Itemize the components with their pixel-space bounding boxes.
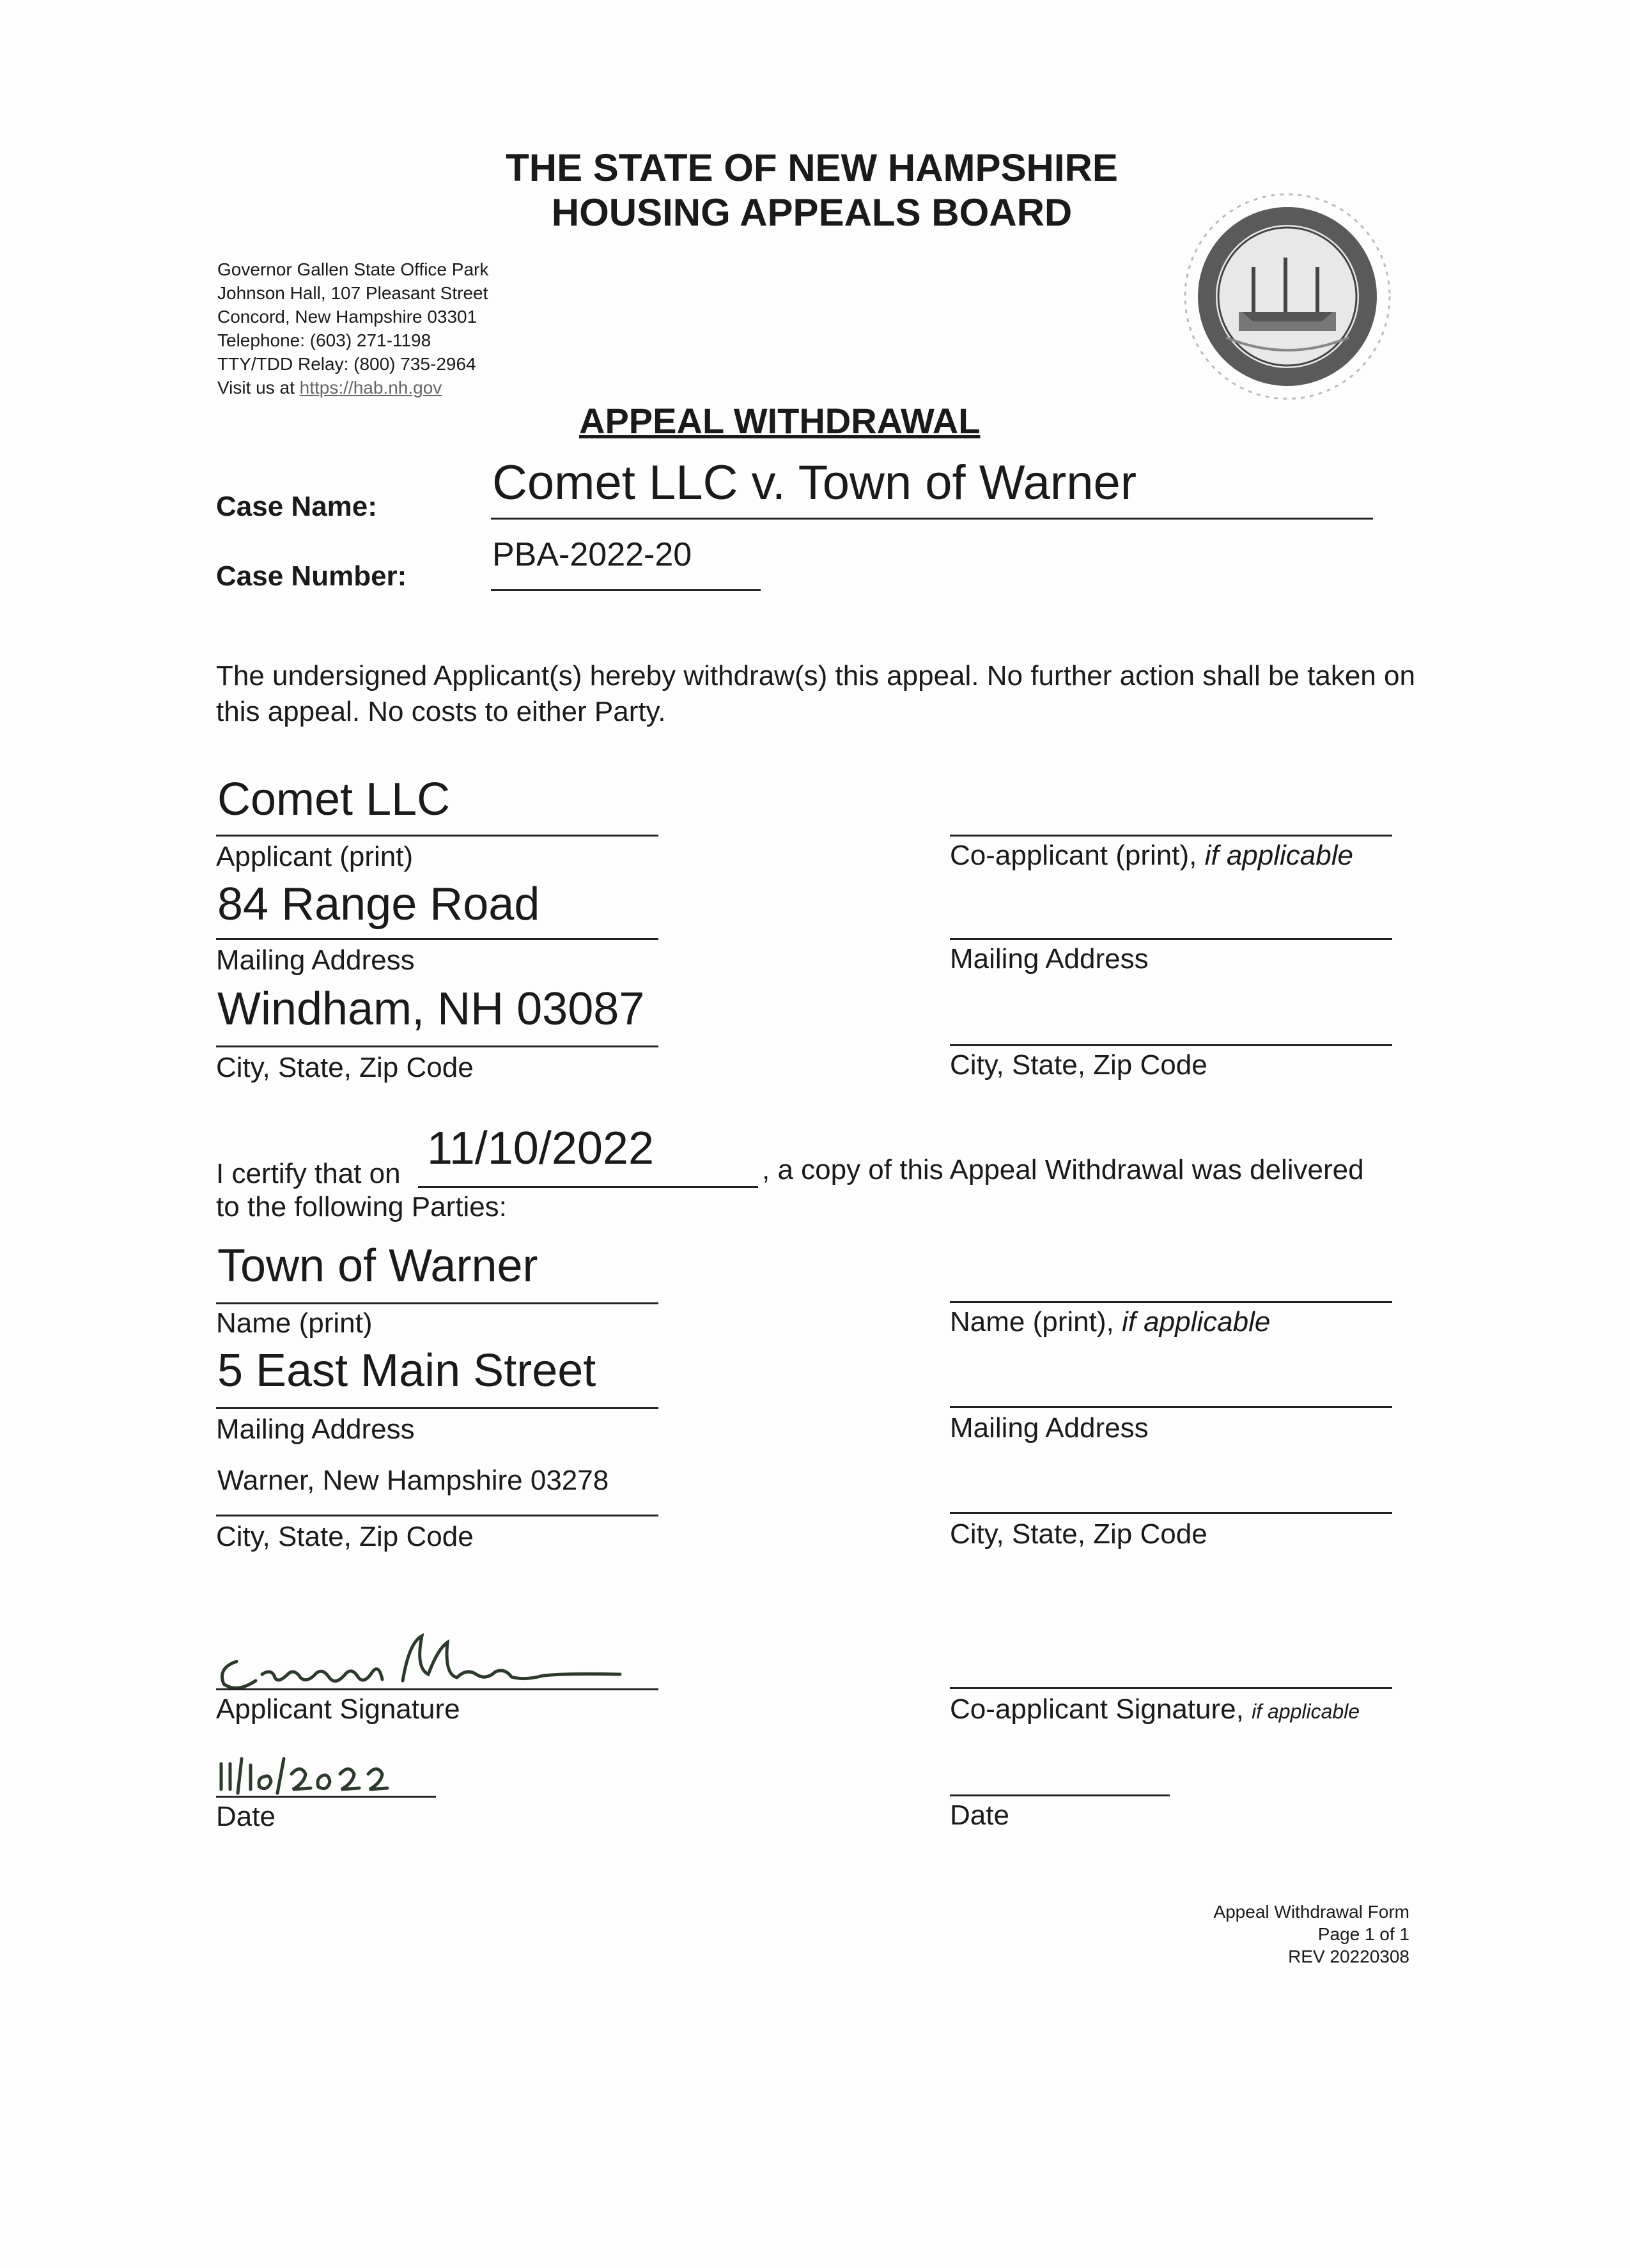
- party-address-line: [216, 1407, 658, 1409]
- party-address-value: 5 East Main Street: [217, 1345, 596, 1396]
- case-name-line: [491, 518, 1373, 520]
- coapplicant-signature-line: [950, 1687, 1392, 1689]
- party2-address-label: Mailing Address: [950, 1412, 1149, 1444]
- state-seal-icon: [1181, 190, 1393, 403]
- coapplicant-city-line: [950, 1044, 1392, 1046]
- party2-city-line: [950, 1512, 1392, 1514]
- form-footer: [1213, 1901, 1409, 1968]
- footer-form-name: Appeal Withdrawal Form: [1213, 1902, 1409, 1922]
- party-address-label: Mailing Address: [216, 1414, 415, 1445]
- applicant-address-value: 84 Range Road: [217, 879, 540, 930]
- tty-line: TTY/TDD Relay: (800) 735-2964: [217, 354, 476, 374]
- telephone-line: Telephone: (603) 271-1198: [217, 330, 431, 350]
- coapplicant-date-label: Date: [950, 1800, 1009, 1831]
- party-city-value: Warner, New Hampshire 03278: [217, 1465, 609, 1496]
- address-block: [217, 258, 488, 399]
- party-city-label: City, State, Zip Code: [216, 1521, 474, 1552]
- address-line: Johnson Hall, 107 Pleasant Street: [217, 283, 488, 303]
- applicant-city-value: Windham, NH 03087: [217, 984, 645, 1035]
- case-number-line: [491, 589, 761, 591]
- certify-date-value: 11/10/2022: [427, 1123, 655, 1174]
- applicant-date-handwritten-icon: [215, 1751, 445, 1802]
- coapplicant-name-label: Co-applicant (print), if applicable: [950, 840, 1353, 871]
- party2-address-line: [950, 1406, 1392, 1408]
- applicant-signature-line: [216, 1688, 658, 1690]
- case-number-label: Case Number:: [216, 560, 407, 592]
- coapplicant-address-label: Mailing Address: [950, 943, 1149, 975]
- board-title-line1: THE STATE OF NEW HAMPSHIRE: [506, 146, 1118, 189]
- address-line: Concord, New Hampshire 03301: [217, 307, 477, 327]
- party-city-line: [216, 1515, 658, 1516]
- case-name-value: Comet LLC v. Town of Warner: [492, 456, 1137, 510]
- withdrawal-statement: The undersigned Applicant(s) hereby withdraw(s) this appeal. No further action shall be taken on this appeal. No costs to either Party.: [216, 660, 1415, 727]
- applicant-name-label: Applicant (print): [216, 841, 414, 872]
- coapplicant-date-line: [950, 1794, 1170, 1796]
- footer-page-number: Page 1 of 1: [1317, 1924, 1409, 1944]
- website-link[interactable]: https://hab.nh.gov: [299, 378, 442, 397]
- applicant-date-label: Date: [216, 1801, 276, 1832]
- coapplicant-address-line: [950, 938, 1392, 940]
- certify-suffix: , a copy of this Appeal Withdrawal was delivered: [762, 1154, 1364, 1185]
- board-title-line2: HOUSING APPEALS BOARD: [551, 191, 1073, 234]
- certify-date-line: [418, 1186, 758, 1188]
- party2-name-line: [950, 1301, 1392, 1303]
- footer-revision: REV 20220308: [1288, 1947, 1409, 1966]
- coapplicant-name-line: [950, 835, 1392, 837]
- address-line: Governor Gallen State Office Park: [217, 259, 489, 279]
- applicant-address-label: Mailing Address: [216, 945, 415, 976]
- applicant-date-line: [216, 1796, 436, 1798]
- coapplicant-city-label: City, State, Zip Code: [950, 1049, 1207, 1081]
- case-name-label: Case Name:: [216, 491, 377, 522]
- case-number-value: PBA-2022-20: [492, 536, 692, 573]
- applicant-city-line: [216, 1045, 658, 1047]
- party2-name-label: Name (print), if applicable: [950, 1306, 1271, 1338]
- form-title: APPEAL WITHDRAWAL: [579, 401, 981, 441]
- party-name-line: [216, 1302, 658, 1304]
- coapplicant-signature-label: Co-applicant Signature, if applicable: [950, 1693, 1360, 1725]
- applicant-name-value: Comet LLC: [217, 774, 451, 825]
- applicant-signature-label: Applicant Signature: [216, 1693, 460, 1725]
- website-line: Visit us at https://hab.nh.gov: [217, 378, 442, 397]
- party-name-label: Name (print): [216, 1308, 373, 1339]
- applicant-city-label: City, State, Zip Code: [216, 1052, 474, 1083]
- party-name-value: Town of Warner: [217, 1240, 538, 1292]
- certify-line2: to the following Parties:: [216, 1191, 507, 1223]
- applicant-address-line: [216, 938, 658, 940]
- applicant-name-line: [216, 835, 658, 837]
- party2-city-label: City, State, Zip Code: [950, 1518, 1207, 1550]
- certify-prefix: I certify that on: [216, 1158, 401, 1189]
